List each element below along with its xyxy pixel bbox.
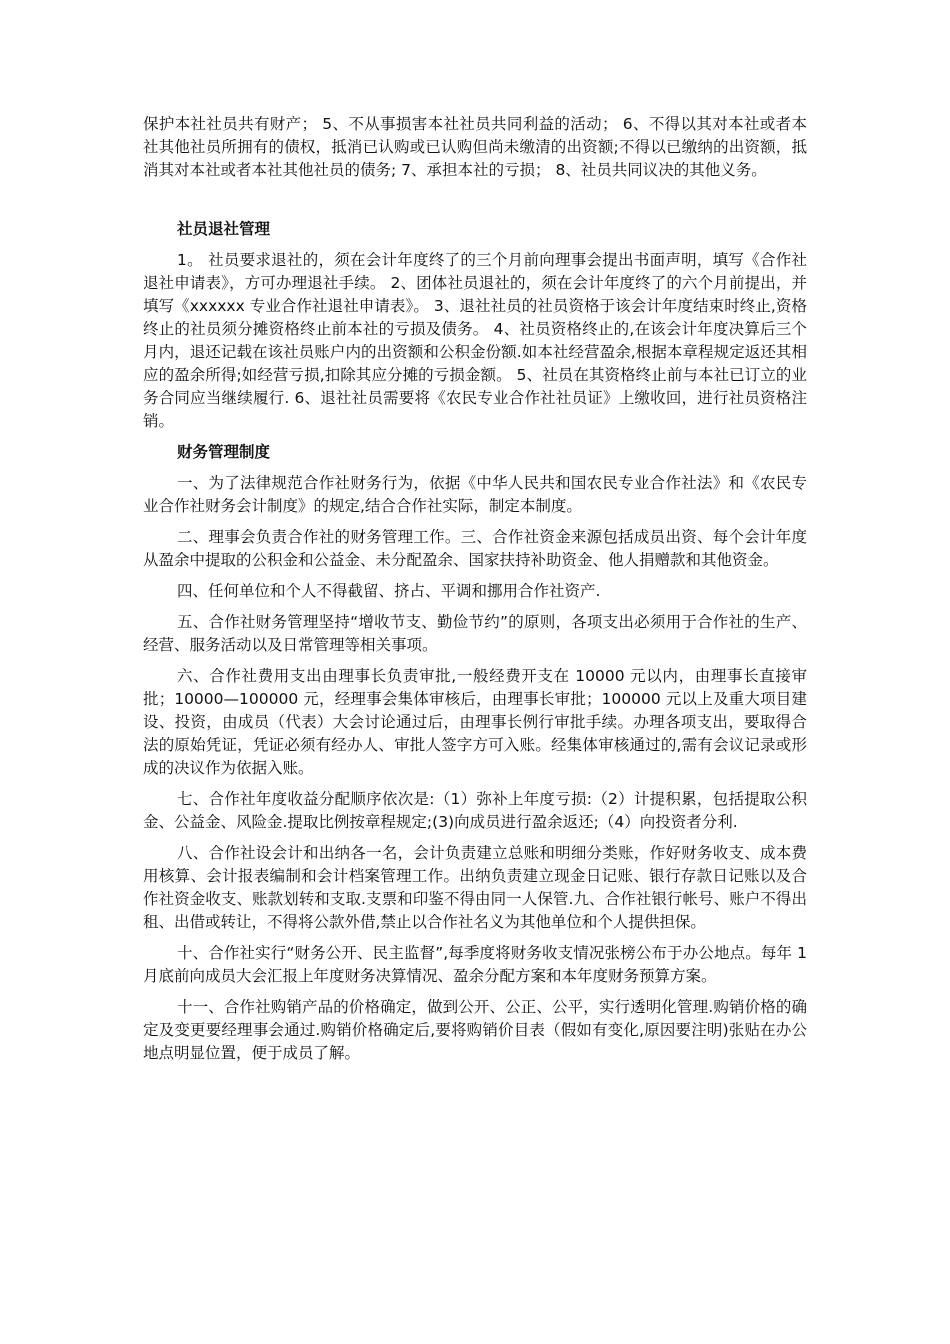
finance-paragraph-2: 二、理事会负责合作社的财务管理工作。三、合作社资金来源包括成员出资、每个会计年度从盈余中提取的公积金和公益金、未分配盈余、国家扶持补助资金、他人捐赠款和其他资金。 (143, 528, 807, 569)
section-heading-withdrawal: 社员退社管理 (177, 220, 271, 238)
finance-paragraph-11: 十一、合作社购销产品的价格确定，做到公开、公正、公平，实行透明化管理.购销价格的确定及变更要经理事会通过.购销价格确定后,要将购销价目表（假如有变化,原因要注明)张贴在办公地点明显位置，便于成员了解。 (143, 998, 807, 1062)
withdrawal-paragraph: 1。 社员要求退社的，须在会计年度终了的三个月前向理事会提出书面声明，填写《合作社退社申请表》，方可办理退社手续。 2、团体社员退社的，须在会计年度终了的六个月前提出，并填写《xxxxxx 专业合作社退社申请表》。 3、退社社员的社员资格于该会计年度结束时终止,资格终止的社员须分摊资格终止前本社的亏损及债务。 4、社员资格终止的,在该会计年度决算后三个月内，退还记载在该社员账户内的出资额和公积金份额.如本社经营盈余,根据本章程规定返还其相应的盈余所得;如经营亏损,扣除其应分摊的亏损金额。 5、社员在其资格终止前与本社已订立的业务合同应当继续履行. 6、退社社员需要将《农民专业合作社社员证》上缴收回，进行社员资格注销。 (143, 251, 807, 430)
finance-paragraph-5: 五、合作社财务管理坚持“增收节支、勤俭节约”的原则，各项支出必须用于合作社的生产、经营、服务活动以及日常管理等相关事项。 (143, 613, 807, 654)
intro-paragraph: 保护本社社员共有财产； 5、不从事损害本社社员共同利益的活动； 6、不得以其对本社或者本社其他社员所拥有的债权，抵消已认购或已认购但尚未缴清的出资额;不得以已缴纳的出资额，抵消其对本社或者本社其他社员的债务; 7、承担本社的亏损； 8、社员共同议决的其他义务。 (143, 115, 807, 179)
document-page (143, 113, 807, 1073)
section-heading-finance: 财务管理制度 (177, 443, 271, 461)
finance-paragraph-10: 十、合作社实行“财务公开、民主监督”,每季度将财务收支情况张榜公布于办公地点。每年 1 月底前向成员大会汇报上年度财务决算情况、盈余分配方案和本年度财务预算方案。 (143, 944, 807, 985)
finance-paragraph-4: 四、任何单位和个人不得截留、挤占、平调和挪用合作社资产. (177, 582, 601, 600)
finance-paragraph-8: 八、合作社设会计和出纳各一名，会计负责建立总账和明细分类账，作好财务收支、成本费用核算、会计报表编制和会计档案管理工作。出纳负责建立现金日记账、银行存款日记账以及合作社资金收支、账款划转和支取.支票和印鉴不得由同一人保管.九、合作社银行帐号、账户不得出租、出借或转让，不得将公款外借,禁止以合作社名义为其他单位和个人提供担保。 (143, 844, 807, 931)
finance-paragraph-1: 一、为了法律规范合作社财务行为，依据《中华人民共和国农民专业合作社法》和《农民专业合作社财务会计制度》的规定,结合合作社实际，制定本制度。 (143, 474, 807, 515)
finance-paragraph-6: 六、合作社费用支出由理事长负责审批,一般经费开支在 10000 元以内，由理事长直接审批；10000—100000 元，经理事会集体审核后，由理事长审批；100000 元以上及重大项目建设、投资，由成员（代表）大会讨论通过后，由理事长例行审批手续。办理各项支出，要取得合法的原始凭证，凭证必须有经办人、审批人签字方可入账。经集体审核通过的,需有会议记录或形成的决议作为依据入账。 (143, 667, 807, 777)
finance-paragraph-7: 七、合作社年度收益分配顺序依次是:（1）弥补上年度亏损:（2）计提积累，包括提取公积金、公益金、风险金.提取比例按章程规定;(3)向成员进行盈余返还;（4）向投资者分利. (143, 790, 807, 831)
